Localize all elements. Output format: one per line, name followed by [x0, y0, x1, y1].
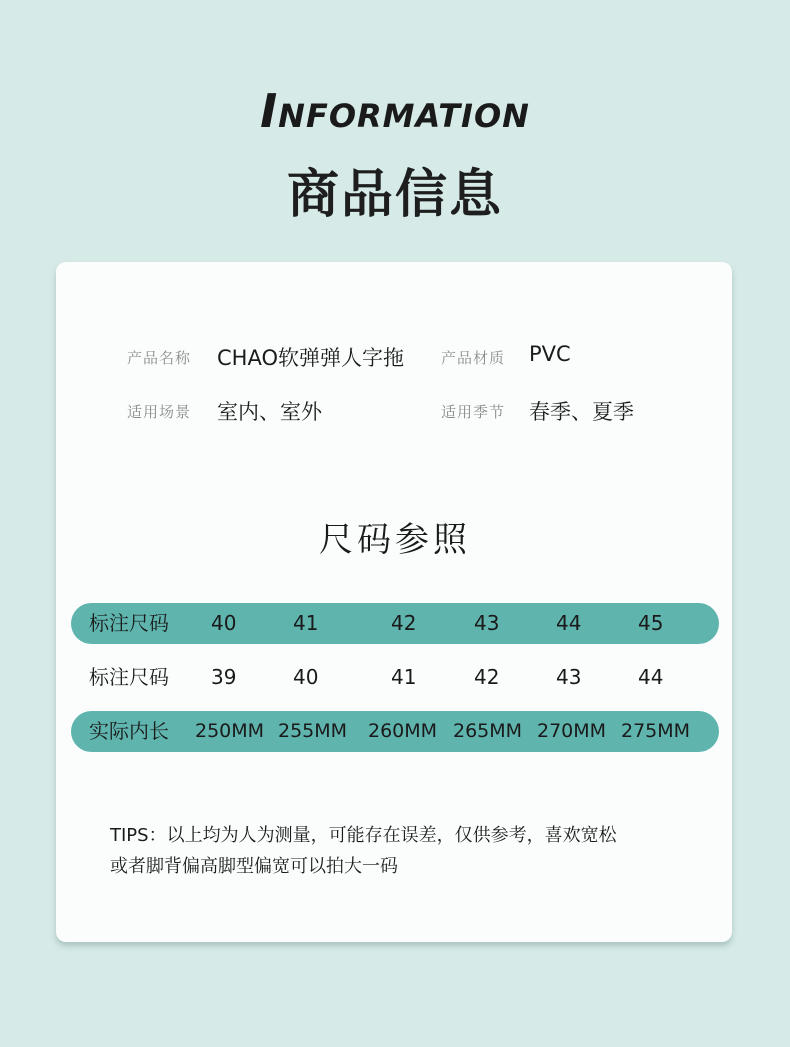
size-cell: 45 [638, 611, 664, 635]
material-value: PVC [529, 342, 571, 366]
scene-label: 适用场景 [127, 403, 192, 421]
size-row-marked-alt [71, 657, 719, 698]
season-value: 春季、夏季 [529, 400, 634, 424]
size-cell: 40 [293, 665, 319, 689]
size-cell: 270MM [537, 720, 607, 742]
size-chart-title: 尺码参照 [319, 520, 471, 560]
size-row-marked [71, 603, 719, 644]
size-cell: 260MM [368, 720, 438, 742]
size-cell: 265MM [453, 720, 523, 742]
product-name-value: CHAO软弹弹人字拖 [217, 346, 404, 370]
row-label: 标注尺码 [89, 611, 169, 635]
size-cell: 41 [293, 611, 319, 635]
product-name-label: 产品名称 [127, 349, 192, 367]
size-cell: 40 [211, 611, 237, 635]
size-cell: 42 [474, 665, 500, 689]
size-cell: 39 [211, 665, 237, 689]
size-cell: 250MM [195, 720, 265, 742]
row-label: 实际内长 [89, 719, 169, 743]
size-cell: 41 [391, 665, 417, 689]
season-label: 适用季节 [441, 403, 506, 421]
size-cell: 255MM [278, 720, 348, 742]
tips-line-1: TIPS：以上均为人为测量，可能存在误差，仅供参考，喜欢宽松 [110, 825, 617, 846]
material-label: 产品材质 [441, 349, 506, 367]
tips-text [110, 820, 710, 882]
size-cell: 44 [556, 611, 582, 635]
size-cell: 43 [474, 611, 500, 635]
title-chinese: 商品信息 [286, 165, 503, 225]
size-row-inner-length [71, 711, 719, 752]
size-cell: 44 [638, 665, 664, 689]
title-english: Information [260, 84, 530, 138]
row-label: 标注尺码 [89, 665, 169, 689]
tips-line-2: 或者脚背偏高脚型偏宽可以拍大一码 [110, 856, 398, 877]
scene-value: 室内、室外 [217, 400, 322, 424]
size-cell: 43 [556, 665, 582, 689]
size-cell: 42 [391, 611, 417, 635]
size-cell: 275MM [621, 720, 691, 742]
